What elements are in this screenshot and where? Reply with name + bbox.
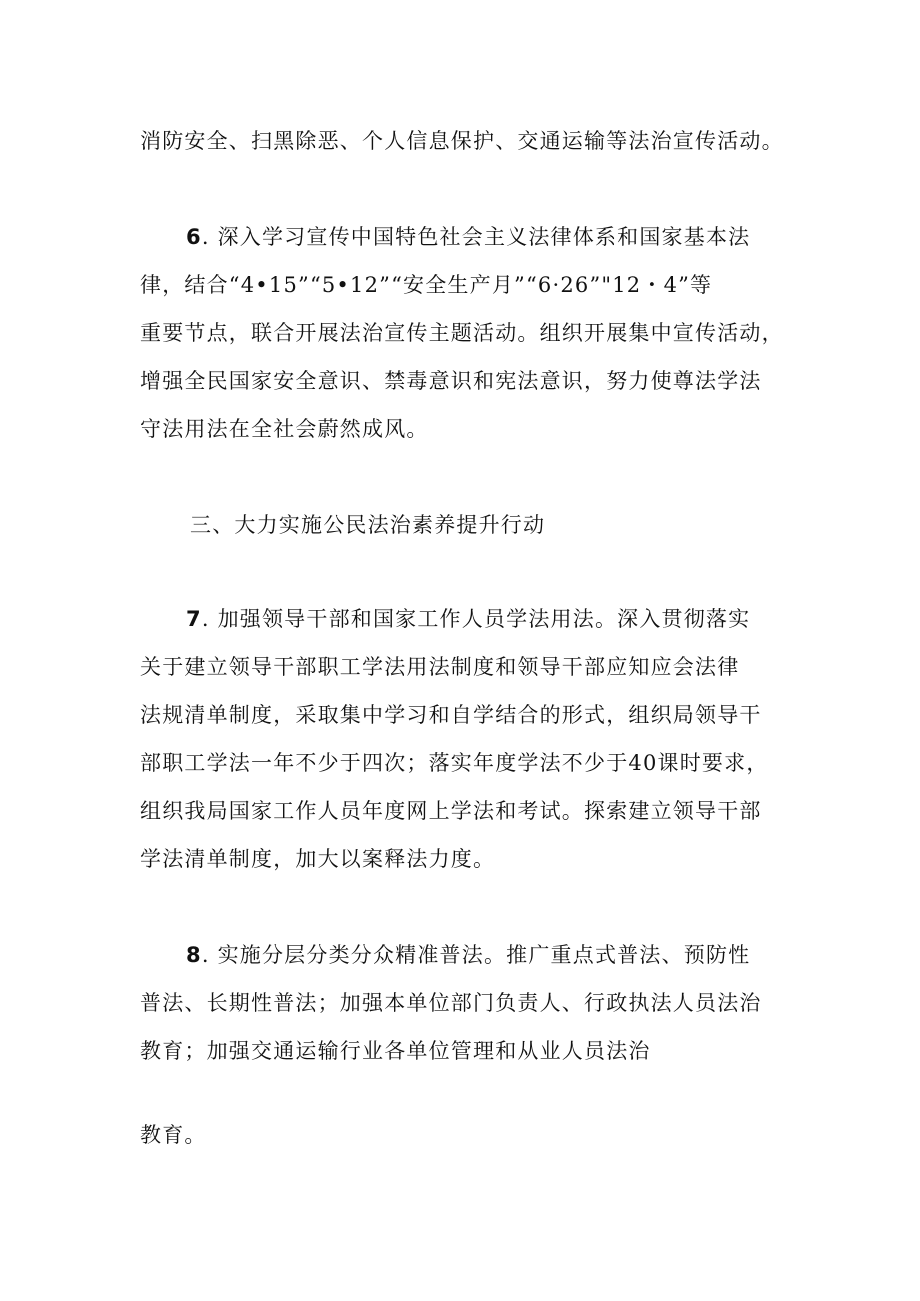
paragraph-7-number: 7: [186, 607, 202, 631]
paragraph-7-line-2: 关于建立领导干部职工学法用法制度和领导干部应知应会法律: [140, 655, 740, 679]
paragraph-8-line-1: [186, 940, 750, 970]
paragraph-8-line-2: 普法、长期性普法；加强本单位部门负责人、行政执法人员法治: [140, 991, 762, 1015]
paragraph-7-line-4: 部职工学法一年不少于四次；落实年度学法不少于40课时要求，: [140, 751, 769, 775]
section-3-heading: 三、大力实施公民法治素养提升行动: [190, 513, 546, 537]
paragraph-7-line-1: [186, 604, 750, 634]
paragraph-7-line-3: 法规清单制度，采取集中学习和自学结合的形式，组织局领导干: [140, 703, 762, 727]
paragraph-8-line-1-text: . 实施分层分类分众精准普法。推广重点式普法、预防性: [201, 943, 751, 967]
paragraph-6-line-5: 守法用法在全社会蔚然成风。: [140, 417, 429, 441]
paragraph-8-line-3: 教育；加强交通运输行业各单位管理和从业人员法治: [140, 1039, 651, 1063]
paragraph-6-line-4: 增强全民国家安全意识、禁毒意识和宪法意识，努力使尊法学法: [140, 369, 762, 393]
paragraph-6-line-1: [186, 222, 750, 252]
paragraph-8-line-4: 教育。: [140, 1123, 207, 1147]
paragraph-6-number: 6: [186, 225, 202, 249]
paragraph-7-line-5: 组织我局国家工作人员年度网上学法和考试。探索建立领导干部: [140, 799, 762, 823]
paragraph-7-line-6: 学法清单制度，加大以案释法力度。: [140, 847, 496, 871]
paragraph-6-line-2: 律，结合“4•15”“5•12”“安全生产月”“6·26”"12・4”等: [140, 273, 713, 297]
paragraph-7-line-1-text: . 加强领导干部和国家工作人员学法用法。深入贯彻落实: [201, 607, 751, 631]
paragraph-6-line-3: 重要节点，联合开展法治宣传主题活动。组织开展集中宣传活动，: [140, 321, 784, 345]
paragraph-5-tail: 消防安全、扫黑除恶、个人信息保护、交通运输等法治宣传活动。: [140, 129, 784, 153]
paragraph-6-line-1-text: . 深入学习宣传中国特色社会主义法律体系和国家基本法: [201, 225, 751, 249]
paragraph-8-number: 8: [186, 943, 202, 967]
